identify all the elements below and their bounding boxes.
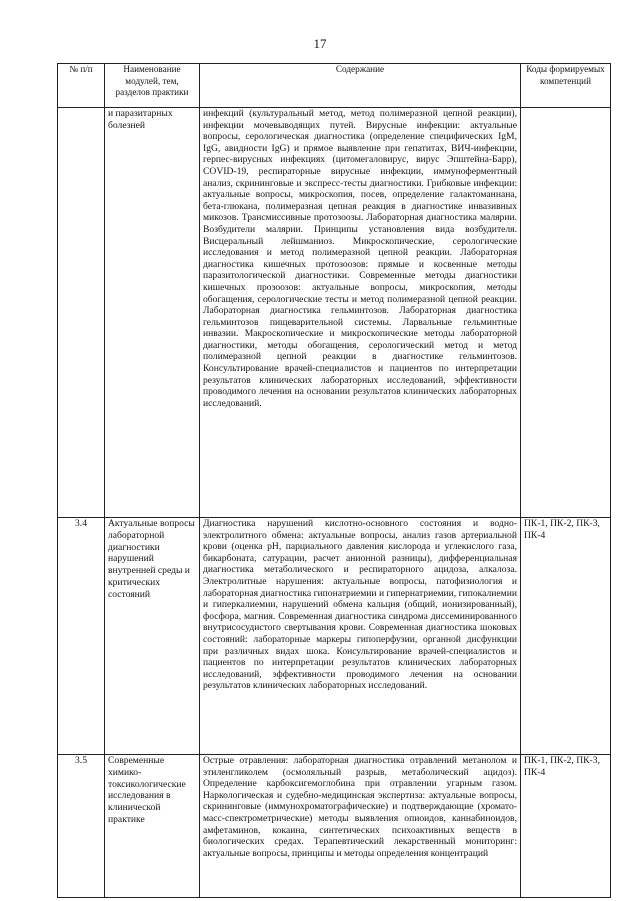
header-title: Наименование модулей, тем, разделов практики xyxy=(105,64,200,108)
row-num: 3.4 xyxy=(58,518,105,755)
row-content: инфекций (культуральный метод, метод полимеразной цепной реакции), инфекции мочевыводящих путей. Вирусные инфекции: актуальные вопросы, серологическая диагностика (определение специфических IgM, IgG, авидности IgG) и прямое выявление при гепатитах, ВИЧ-инфекции, герпес-вирусных инфекциях (цитомегаловирус, вирус Эпштейна-Барр), COVID-19, респираторные вирусные инфекции, иммуноферментный анализ, скрининговые и экспресс-тесты диагностики. Грибковые инфекции: актуальные вопросы, микроскопия, посев, определение галактоманнана, бета-глюкана, полимеразная цепная реакция в диагностике инвазивных микозов. Трансмиссивные протозоозы. Лабораторная диагностика малярии. Возбудители малярии. Принципы установления вида возбудителя. Висцеральный лейшманиоз. Микроскопические, серологические исследования и метод полимеразной цепной реакции. Лабораторная диагностика кишечных протозоозов: прямые и косвенные методы паразитологической диагностики. Современные методы диагностики кишечных прозоозов: актуальные вопросы, микроскопия, методы обогащения, серологические тесты и метод полимеразной цепной реакции. Лабораторная диагностика гельминтозов. Лабораторная диагностика гельминтозов пищеварительной системы. Ларвальные гельминтные инвазии. Макроскопические и микроскопические методы лабораторной диагностики, методы обогащения, серологический метод и метод полимеразной цепной реакции в диагностике гельминтозов. Консультирование врачей-специалистов и пациентов по интерпретации результатов клинических лабораторных исследований, эффективности проводимого лечения на основании результатов клинических лабораторных исследований. xyxy=(203,108,517,409)
table-row xyxy=(58,755,611,898)
header-num: № п/п xyxy=(58,64,105,108)
row-codes: ПК-1, ПК-2, ПК-3, ПК-4 xyxy=(521,518,611,755)
row-num xyxy=(58,108,105,518)
row-num: 3.5 xyxy=(58,755,105,898)
table-row xyxy=(58,108,611,518)
table-header-row xyxy=(58,64,611,108)
row-content: Диагностика нарушений кислотно-основного состояния и водно-электролитного обмена: актуальные вопросы, анализ газов артериальной крови (оценка pH, парциального давления кислорода и углекислого газа, бикарбоната, сатурации, расчет анионной разницы), дифференциальная диагностика метаболического и респираторного ацидоза, алкалоза. Электролитные нарушения: актуальные вопросы, патофизиология и лабораторная диагностика гипонатриемии и гипернатриемии, гипокалиемии и гиперкалиемии, нарушений обмена кальция (общий, ионизированный), фосфора, магния. Современная диагностика синдрома диссеминированного внутрисосудистого свертывания крови. Современная диагностика шоковых состояний: лабораторные маркеры гипоперфузии, органной дисфункции при различных видах шока. Консультирование врачей-специалистов и пациентов по интерпретации результатов клинических лабораторных исследований, эффективности проводимого лечения на основании результатов клинических лабораторных исследований. xyxy=(203,518,517,692)
row-content-cell xyxy=(200,518,521,755)
row-codes xyxy=(521,108,611,518)
header-content: Содержание xyxy=(200,64,521,108)
row-codes: ПК-1, ПК-2, ПК-3, ПК-4 xyxy=(521,755,611,898)
row-title: Современные химико-токсикологические исследования в клинической практике xyxy=(105,755,200,898)
curriculum-table xyxy=(57,63,611,898)
row-title: и паразитарных болезней xyxy=(105,108,200,518)
row-title: Актуальные вопросы лабораторной диагностики нарушений внутренней среды и критических состояний xyxy=(105,518,200,755)
row-content-cell xyxy=(200,755,521,898)
row-content: Острые отравления: лабораторная диагностика отравлений метанолом и этиленгликолем (осмоляльный разрыв, метаболический ацидоз). Определение карбоксигемоглобина при отравлении угарным газом. Наркологическая и судебно-медицинская экспертиза: актуальные вопросы, скрининговые (иммунохроматографические) и подтверждающие (хромато-масс-спектрометрические) методы выявления опиоидов, каннабиноидов, амфетаминов, кокаина, синтетических психоактивных веществ в биологических средах. Терапевтический лекарственный мониторинг: актуальные вопросы, принципы и методы определения концентраций xyxy=(203,755,517,859)
header-codes: Коды формируемых компетенций xyxy=(521,64,611,108)
table-row xyxy=(58,518,611,755)
page-number: 17 xyxy=(313,36,327,51)
row-content-cell xyxy=(200,108,521,518)
